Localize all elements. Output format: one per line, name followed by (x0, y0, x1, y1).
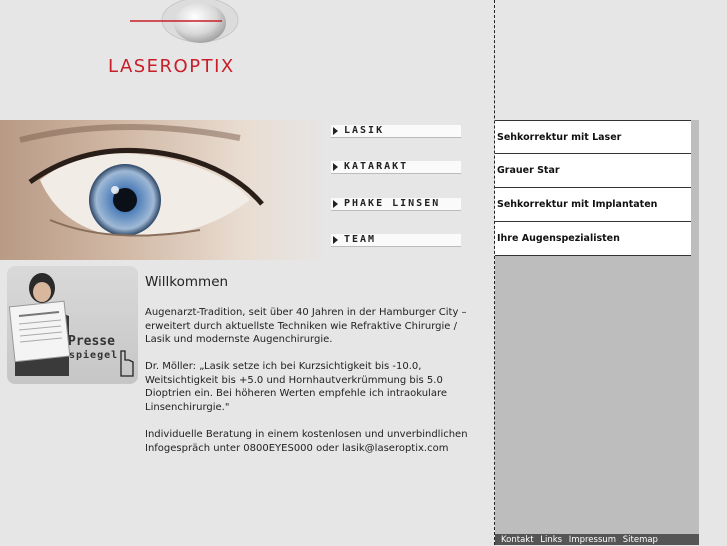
footer-link-sitemap[interactable]: Sitemap (622, 535, 658, 545)
contact-paragraph: Individuelle Beratung in einem kostenlosen und unverbindlichen Infogespräch unter 0800EYES000 oder lasik@laseroptix.com (145, 429, 468, 454)
presse-spiegel-link[interactable] (7, 266, 138, 384)
quote-paragraph: Dr. Möller: „Lasik setze ich bei Kurzsichtigkeit bis -10.0, Weitsichtigkeit bis +5.0 und Hornhautverkrümmung bis 5.0 Dioptrien ein. Bei höheren Werten empfehle ich intraokulare Linsenchirurgie." (145, 361, 448, 413)
footer-link-kontakt[interactable]: Kontakt (501, 535, 534, 545)
eye-banner-image (0, 120, 328, 260)
hand-pointer-icon (121, 351, 133, 376)
nav-item-label: KATARAKT (344, 161, 409, 172)
nav-item-phake-linsen[interactable] (331, 198, 461, 211)
nav-item-katarakt[interactable] (331, 161, 461, 174)
spiegel-label: spiegel (69, 350, 119, 361)
nav-item-lasik[interactable] (331, 125, 461, 138)
side-item-grauer-star[interactable]: Grauer Star (495, 154, 691, 188)
arrow-right-icon (333, 236, 338, 244)
side-menu (495, 120, 691, 256)
presse-label: Presse (68, 334, 115, 349)
intro-paragraph: Augenarzt-Tradition, seit über 40 Jahren in der Hamburger City – erweitert durch aktuellste Techniken wie Refraktive Chirurgie / Lasik und modernste Augenchirurgie. (145, 307, 467, 345)
arrow-right-icon (333, 163, 338, 171)
nav-item-label: TEAM (344, 234, 377, 245)
footer-link-links[interactable]: Links (540, 535, 563, 545)
footer-links (501, 535, 662, 546)
logo-text[interactable]: LASEROPTIX (108, 56, 235, 77)
side-item-sehkorrektur-laser[interactable]: Sehkorrektur mit Laser (495, 120, 691, 154)
arrow-right-icon (333, 200, 338, 208)
arrow-right-icon (333, 127, 338, 135)
footer-link-impressum[interactable]: Impressum (568, 535, 617, 545)
page-title: Willkommen (145, 274, 229, 290)
side-item-sehkorrektur-implantate[interactable]: Sehkorrektur mit Implantaten (495, 188, 691, 222)
nav-item-label: LASIK (344, 125, 385, 136)
person-with-newspaper-illustration (7, 266, 138, 384)
side-item-augenspezialisten[interactable]: Ihre Augenspezialisten (495, 222, 691, 256)
nav-item-label: PHAKE LINSEN (344, 198, 441, 209)
eye-illustration (0, 120, 328, 260)
nav-item-team[interactable] (331, 234, 461, 247)
